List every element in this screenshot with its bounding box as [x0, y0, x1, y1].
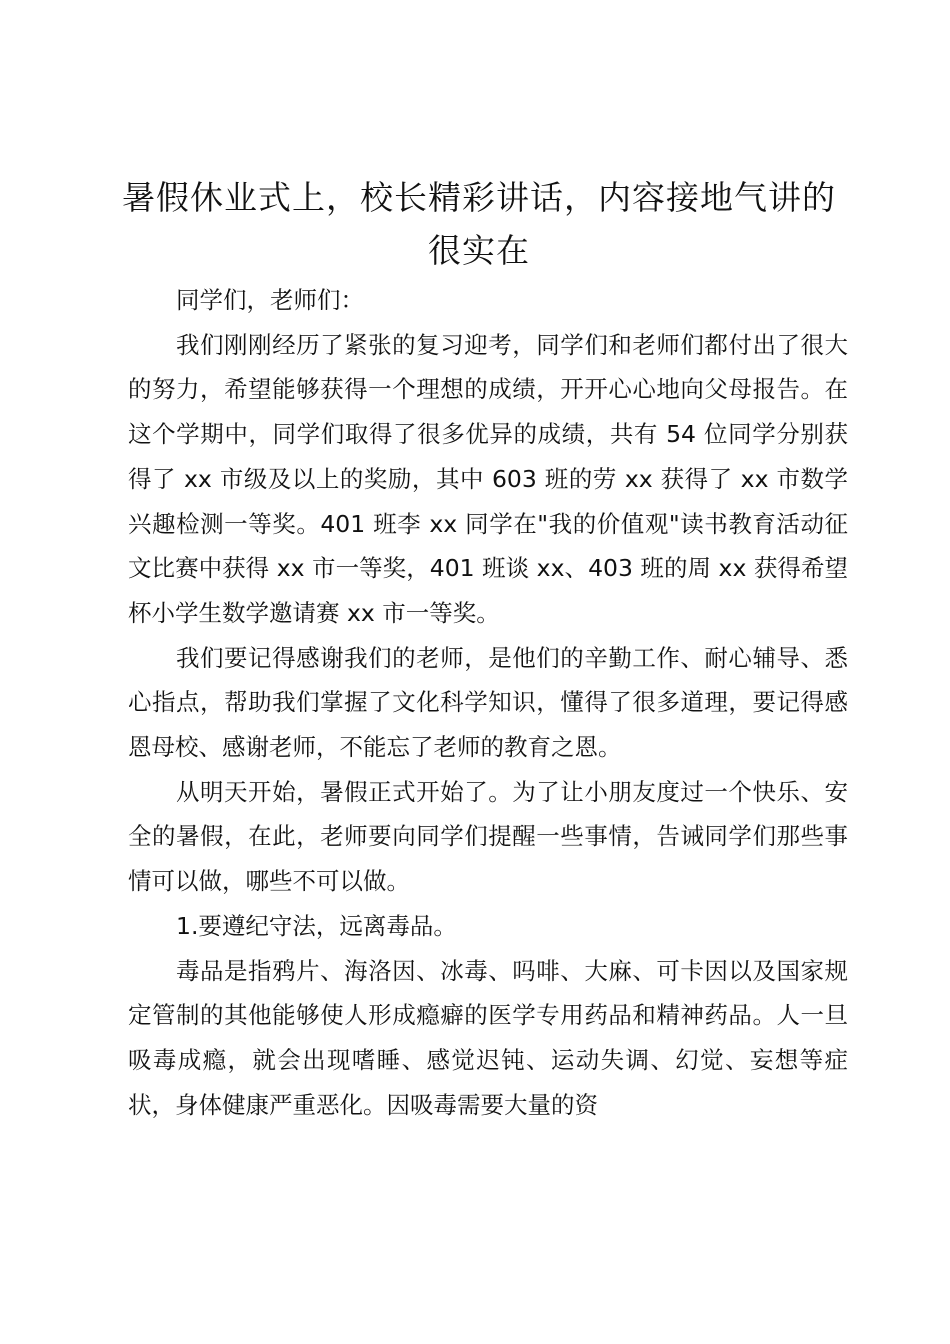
- document-title: 暑假休业式上，校长精彩讲话，内容接地气讲的很实在: [122, 178, 836, 270]
- paragraph-drugs: 毒品是指鸦片、海洛因、冰毒、吗啡、大麻、可卡因以及国家规定管制的其他能够使人形成瘾癖的医学专用药品和精神药品。人一旦吸毒成瘾，就会出现嗜睡、感觉迟钝、运动失调、幻觉、妄想等症状，身体健康严重恶化。因吸毒需要大量的资: [128, 956, 848, 1119]
- paragraph-greeting: 同学们，老师们：: [176, 286, 364, 314]
- paragraph-heading-1: 1.要遵纪守法，远离毒品。: [176, 911, 457, 940]
- paragraph-achievements: 我们刚刚经历了紧张的复习迎考，同学们和老师们都付出了很大的努力，希望能够获得一个理想的成绩，开开心心地向父母报告。在这个学期中，同学们取得了很多优异的成绩，共有 54 位同学分别获得了 xx 市级及以上的奖励，其中 603 班的劳 xx 获得了 xx 市数学兴趣检测一等奖。401 班李 xx 同学在"我的价值观"读书教育活动征文比赛中获得 xx 市一等奖，401 班谈 xx、403 班的周 xx 获得希望杯小学生数学邀请赛 xx 市一等奖。: [128, 330, 848, 627]
- paragraph-summer-start: 从明天开始，暑假正式开始了。为了让小朋友度过一个快乐、安全的暑假，在此，老师要向同学们提醒一些事情，告诫同学们那些事情可以做，哪些不可以做。: [128, 777, 848, 896]
- document-body: [128, 278, 848, 1127]
- paragraph-thank-teachers: 我们要记得感谢我们的老师，是他们的辛勤工作、耐心辅导、悉心指点，帮助我们掌握了文化科学知识，懂得了很多道理，要记得感恩母校、感谢老师，不能忘了老师的教育之恩。: [128, 643, 848, 762]
